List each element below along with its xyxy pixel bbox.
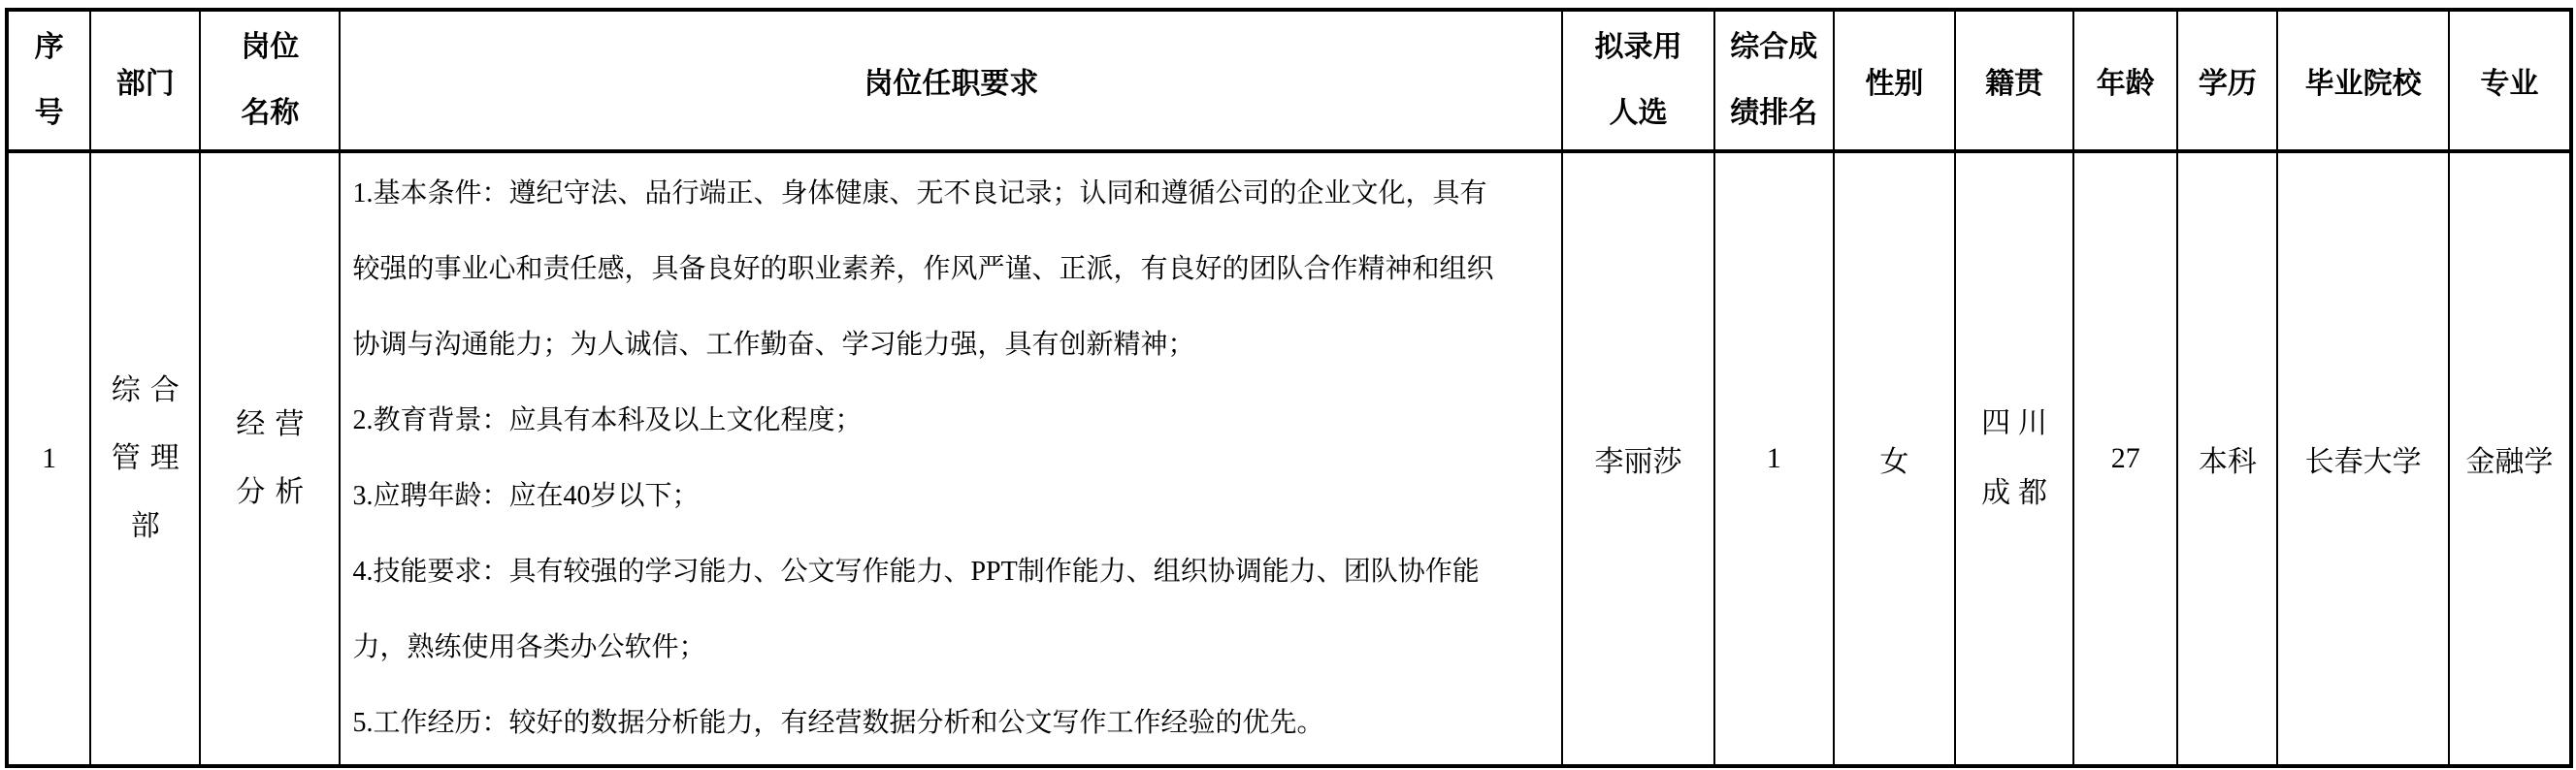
header-gender — [1834, 10, 1955, 151]
header-position-name — [200, 10, 340, 151]
header-row — [7, 10, 2571, 151]
header-proposed-candidate — [1562, 10, 1713, 151]
cell-gender: 女 — [1834, 151, 1955, 766]
header-age-label: 年龄 — [2096, 68, 2155, 100]
cell-department-value: 综合 管理 部 — [111, 374, 189, 542]
header-position-name-label: 岗位 名称 — [241, 31, 300, 129]
requirement-line: 力，熟练使用各类办公软件； — [352, 632, 706, 662]
header-education — [2177, 10, 2277, 151]
requirement-line: 较强的事业心和责任感，具备良好的职业素养，作风严谨、正派，有良好的团队合作精神和组织 — [352, 254, 1494, 284]
cell-native-place — [1955, 151, 2073, 766]
header-native-place-label: 籍贯 — [1985, 68, 2044, 100]
cell-graduate-school: 长春大学 — [2277, 151, 2448, 766]
header-education-label: 学历 — [2198, 68, 2257, 100]
header-department — [90, 10, 200, 151]
cell-major: 金融学 — [2449, 151, 2571, 766]
cell-age: 27 — [2073, 151, 2177, 766]
cell-serial-number: 1 — [7, 151, 90, 766]
cell-job-requirements — [340, 151, 1562, 766]
header-age — [2073, 10, 2177, 151]
header-major — [2449, 10, 2571, 151]
cell-education: 本科 — [2177, 151, 2277, 766]
cell-native-place-value: 四川 成都 — [1981, 407, 2056, 509]
header-gender-label: 性别 — [1865, 68, 1924, 100]
requirement-line: 2.教育背景：应具有本科及以上文化程度； — [352, 405, 863, 435]
requirement-line: 协调与沟通能力；为人诚信、工作勤奋、学习能力强，具有创新精神； — [352, 330, 1195, 360]
header-graduate-school-label: 毕业院校 — [2304, 68, 2422, 100]
cell-position-name-value: 经营 分析 — [236, 408, 314, 508]
header-serial-number-label: 序 号 — [34, 31, 64, 129]
header-overall-score-rank-label: 综合成 绩排名 — [1730, 31, 1818, 129]
header-department-label: 部门 — [115, 68, 175, 100]
header-native-place — [1955, 10, 2073, 151]
requirement-line: 5.工作经历：较好的数据分析能力，有经营数据分析和公文写作工作经验的优先。 — [352, 708, 1324, 738]
cell-proposed-candidate: 李丽莎 — [1562, 151, 1713, 766]
requirement-line: 3.应聘年龄：应在40岁以下； — [352, 481, 700, 511]
requirement-line: 4.技能要求：具有较强的学习能力、公文写作能力、PPT制作能力、组织协调能力、团队协作能 — [352, 557, 1480, 587]
requirement-line: 1.基本条件：遵纪守法、品行端正、身体健康、无不良记录；认同和遵循公司的企业文化，具有 — [352, 178, 1487, 209]
header-job-requirements — [340, 10, 1562, 151]
recruitment-result-table — [5, 8, 2573, 768]
header-graduate-school — [2277, 10, 2448, 151]
cell-overall-score-rank: 1 — [1714, 151, 1834, 766]
header-serial-number — [7, 10, 90, 151]
header-overall-score-rank — [1714, 10, 1834, 151]
cell-position-name — [200, 151, 340, 766]
table-row — [7, 151, 2571, 766]
header-major-label: 专业 — [2480, 68, 2539, 100]
header-job-requirements-label: 岗位任职要求 — [864, 68, 1039, 100]
cell-department — [90, 151, 200, 766]
header-proposed-candidate-label: 拟录用 人选 — [1594, 31, 1682, 129]
